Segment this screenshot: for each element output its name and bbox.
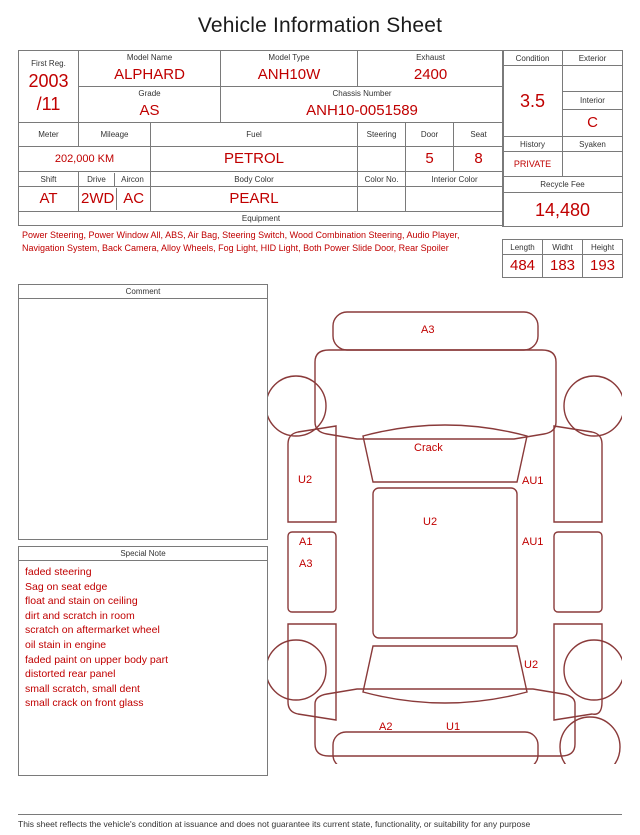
damage-mark: U2	[423, 516, 438, 528]
cell-width-label	[543, 240, 583, 255]
model-type-value: ANH10W	[257, 66, 321, 83]
aircon-value: AC	[123, 190, 145, 207]
comment-box	[18, 284, 268, 540]
damage-mark: A3	[421, 324, 435, 336]
spec-table-right	[502, 50, 621, 278]
cell-recycle-fee-value	[503, 193, 623, 227]
page-title: Vehicle Information Sheet	[197, 14, 443, 37]
cell-recycle-fee-label	[503, 177, 623, 193]
recycle-fee-value: 14,480	[534, 199, 591, 220]
chassis-label: Chassis Number	[332, 89, 392, 98]
comment-column	[18, 284, 268, 776]
exterior-label: Exterior	[578, 53, 607, 63]
seat-label: Seat	[470, 130, 487, 139]
model-type-label: Model Type	[268, 53, 310, 62]
damage-mark: U2	[524, 659, 539, 671]
width-label: Widht	[552, 242, 573, 252]
table-row	[503, 152, 623, 177]
exterior-value	[563, 77, 622, 81]
list-item: faded steering	[25, 566, 92, 578]
cell-equipment-label	[19, 212, 504, 226]
cell-chassis	[221, 87, 504, 123]
drive-value: 2WD	[79, 188, 117, 210]
table-row	[19, 51, 504, 87]
table-row	[503, 255, 623, 278]
lower-section	[18, 284, 622, 776]
spec-tables	[18, 50, 622, 278]
table-row	[19, 87, 504, 123]
cell-interior-color-value	[406, 187, 504, 212]
cell-model-name	[79, 51, 221, 87]
first-reg-month: /11	[36, 94, 61, 114]
width-value: 183	[549, 257, 576, 274]
interior-label: Interior	[580, 95, 605, 105]
color-no-value	[358, 197, 405, 201]
door-value: 5	[425, 150, 434, 167]
condition-value: 3.5	[519, 91, 546, 111]
special-note-body	[19, 561, 267, 775]
cell-grade	[79, 87, 221, 123]
body-color-label: Body Color	[234, 174, 274, 184]
length-value: 484	[509, 257, 536, 274]
meter-label: Meter	[38, 130, 59, 139]
steering-label: Steering	[366, 130, 397, 139]
list-item: Sag on seat edge	[25, 580, 108, 593]
grade-value: AS	[139, 102, 160, 119]
history-label: History	[520, 139, 545, 149]
table-row	[503, 137, 623, 152]
cell-first-reg	[19, 51, 79, 123]
cell-color-no-value	[358, 187, 406, 212]
equipment-text: Power Steering, Power Window All, ABS, Air Bag, Steering Switch, Wood Combination Steering, Audio Player, Navigation System, Back Camera, Alloy Wheels, Fog Light, HID Light, Both Power Slide Door, Rear Spoiler	[22, 230, 460, 253]
table-row	[503, 66, 623, 92]
cell-seat-value	[454, 147, 504, 172]
shift-value: AT	[39, 190, 58, 207]
cell-interior-color-label	[406, 172, 504, 187]
first-reg-year: 2003	[28, 71, 69, 91]
damage-mark: U2	[298, 474, 313, 486]
syaken-value	[563, 162, 622, 166]
color-no-label: Color No.	[364, 174, 399, 184]
model-name-value: ALPHARD	[114, 66, 185, 83]
seat-value: 8	[474, 150, 483, 167]
cell-drive-aircon-label	[79, 172, 151, 187]
cell-mileage-value	[19, 147, 151, 172]
condition-label: Condition	[515, 53, 550, 63]
table-row	[503, 51, 623, 66]
cell-model-type	[221, 51, 358, 87]
cell-shift-label	[19, 172, 79, 187]
mileage-value: 202,000 KM	[54, 153, 115, 165]
damage-mark: Crack	[414, 442, 443, 454]
cell-seat-label	[454, 123, 504, 147]
cell-color-no-label	[358, 172, 406, 187]
cell-syaken-value	[563, 152, 623, 177]
cell-length-value	[503, 255, 543, 278]
cell-drive-aircon-value	[79, 187, 151, 212]
condition-grid	[502, 50, 623, 227]
cell-exhaust	[358, 51, 504, 87]
cell-syaken-label	[563, 137, 623, 152]
vehicle-outline-svg	[268, 284, 622, 764]
equipment-label: Equipment	[241, 214, 281, 223]
table-row	[19, 187, 504, 212]
dimension-grid	[502, 239, 623, 278]
interior-value: C	[587, 113, 598, 131]
shift-label: Shift	[40, 174, 57, 184]
length-label: Length	[510, 242, 535, 252]
table-row	[19, 147, 504, 172]
interior-color-value	[406, 197, 503, 201]
cell-width-value	[543, 255, 583, 278]
list-item: faded paint on upper body part	[25, 653, 169, 666]
cell-interior-value	[563, 109, 623, 136]
cell-mileage-label	[79, 123, 151, 147]
cell-exterior-value	[563, 66, 623, 92]
list-item: small scratch, small dent	[25, 682, 140, 695]
vehicle-damage-diagram	[268, 284, 622, 764]
footer-disclaimer: This sheet reflects the vehicle's condition at issuance and does not guarantee its current state, functionality, or suitability for any purpose	[18, 814, 622, 829]
damage-mark: U1	[446, 721, 461, 733]
cell-condition-value	[503, 66, 563, 137]
drive-label: Drive	[79, 173, 115, 186]
cell-fuel-label	[151, 123, 358, 147]
cell-fuel-value	[151, 147, 358, 172]
spec-table-left	[18, 50, 503, 278]
height-value: 193	[589, 257, 616, 274]
cell-body-color-label	[151, 172, 358, 187]
list-item: oil stain in engine	[25, 638, 107, 651]
cell-length-label	[503, 240, 543, 255]
list-item: float and stain on ceiling	[25, 595, 138, 608]
syaken-label: Syaken	[579, 139, 606, 149]
height-label: Height	[590, 242, 615, 252]
diagram-column	[268, 284, 622, 776]
table-row	[19, 212, 504, 226]
recycle-fee-label: Recycle Fee	[540, 180, 585, 189]
cell-height-label	[583, 240, 623, 255]
damage-mark: A2	[379, 721, 393, 733]
damage-mark: AU1	[522, 536, 544, 548]
list-item: small crack on front glass	[25, 697, 144, 710]
cell-steering-value	[358, 147, 406, 172]
cell-door-label	[406, 123, 454, 147]
cell-body-color-value	[151, 187, 358, 212]
table-row	[19, 123, 504, 147]
body-color-value: PEARL	[229, 190, 279, 207]
comment-body	[19, 299, 267, 539]
spec-grid-main	[18, 50, 504, 226]
damage-mark: AU1	[522, 475, 544, 487]
special-note-box	[18, 546, 268, 776]
table-row	[503, 240, 623, 255]
cell-exterior-label	[563, 51, 623, 66]
cell-shift-value	[19, 187, 79, 212]
steering-value	[358, 157, 405, 161]
fuel-value: PETROL	[224, 150, 285, 167]
cell-steering-label	[358, 123, 406, 147]
table-row	[503, 193, 623, 227]
cell-height-value	[583, 255, 623, 278]
door-label: Door	[420, 130, 439, 139]
fuel-label: Fuel	[246, 130, 262, 139]
interior-color-label: Interior Color	[431, 174, 478, 184]
history-value: PRIVATE	[513, 159, 552, 169]
table-row	[503, 177, 623, 193]
comment-header: Comment	[19, 285, 267, 299]
special-note-header: Special Note	[19, 547, 267, 561]
chassis-value: ANH10-0051589	[306, 102, 418, 119]
grade-label: Grade	[138, 89, 161, 98]
exhaust-label: Exhaust	[416, 53, 445, 62]
exhaust-value: 2400	[413, 66, 448, 83]
cell-door-value	[406, 147, 454, 172]
list-item: dirt and scratch in room	[25, 609, 135, 622]
damage-mark: A1	[299, 536, 313, 548]
damage-mark: A3	[299, 558, 313, 570]
table-row	[19, 172, 504, 187]
cell-interior-label	[563, 92, 623, 110]
cell-condition-label	[503, 51, 563, 66]
model-name-label: Model Name	[126, 53, 173, 62]
aircon-label: Aircon	[121, 174, 144, 184]
cell-meter	[19, 123, 79, 147]
list-item: distorted rear panel	[25, 668, 116, 681]
cell-history-label	[503, 137, 563, 152]
cell-history-value	[503, 152, 563, 177]
first-reg-label: First Reg.	[31, 59, 66, 68]
list-item: scratch on aftermarket wheel	[25, 624, 160, 637]
mileage-label: Mileage	[100, 130, 129, 139]
